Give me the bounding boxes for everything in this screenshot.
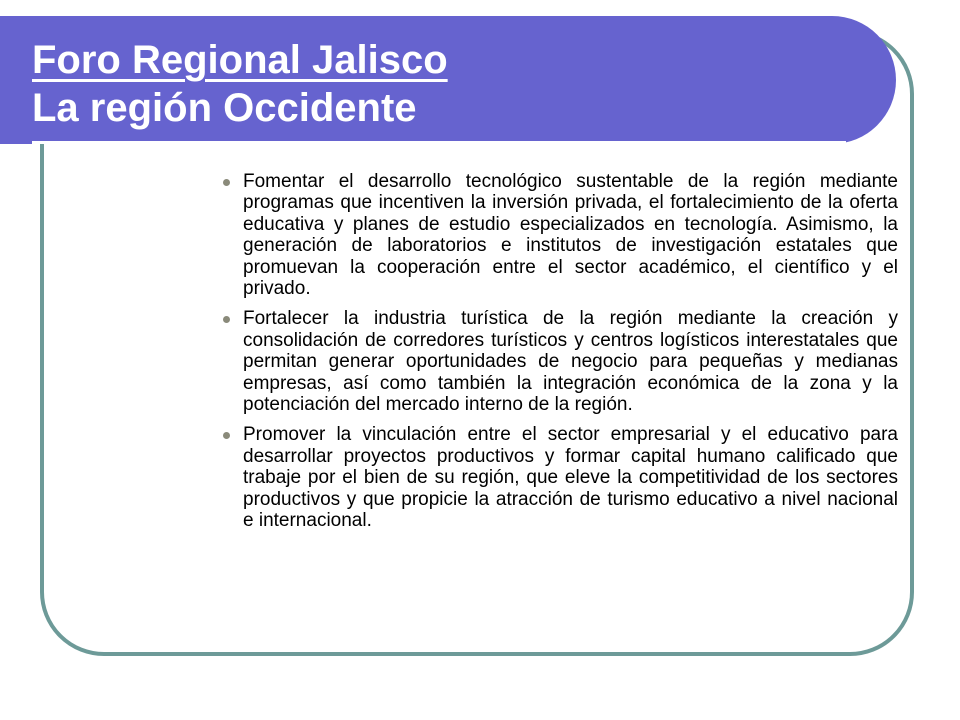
bullet-text: Promover la vinculación entre el sector empresarial y el educativo para desarrollar proyectos productivos y formar capital humano calificado que trabaje por el bien de su región, que eleve la competitividad de los sectores productivos y que propicie la atracción de turismo educativo a nivel nacional e internacional. [243, 424, 898, 532]
slide-title [32, 36, 448, 132]
bullet-dot-icon [223, 316, 230, 323]
bullet-text: Fomentar el desarrollo tecnológico sustentable de la región mediante programas que incentiven la inversión privada, el fortalecimiento de la oferta educativa y planes de estudio especializados en tecnología. Asimismo, la generación de laboratorios e institutos de investigación estatales que promuevan la cooperación entre el sector académico, el científico y el privado. [243, 171, 898, 300]
title-line-1: Foro Regional Jalisco [32, 38, 448, 82]
title-line-2: La región Occidente [32, 86, 417, 130]
title-underline [32, 141, 846, 144]
bullet-text: Fortalecer la industria turística de la región mediante la creación y consolidación de corredores turísticos y centros logísticos interestatales que permitan generar oportunidades de negocio para pequeñas y medianas empresas, así como también la integración económica de la zona y la potenciación del mercado interno de la región. [243, 308, 898, 416]
bullet-item [218, 171, 898, 299]
bullet-item [218, 308, 898, 415]
bullet-item [218, 424, 898, 531]
bullet-dot-icon [223, 179, 230, 186]
bullet-list [218, 171, 898, 541]
title-banner [0, 16, 896, 144]
bullet-dot-icon [223, 432, 230, 439]
